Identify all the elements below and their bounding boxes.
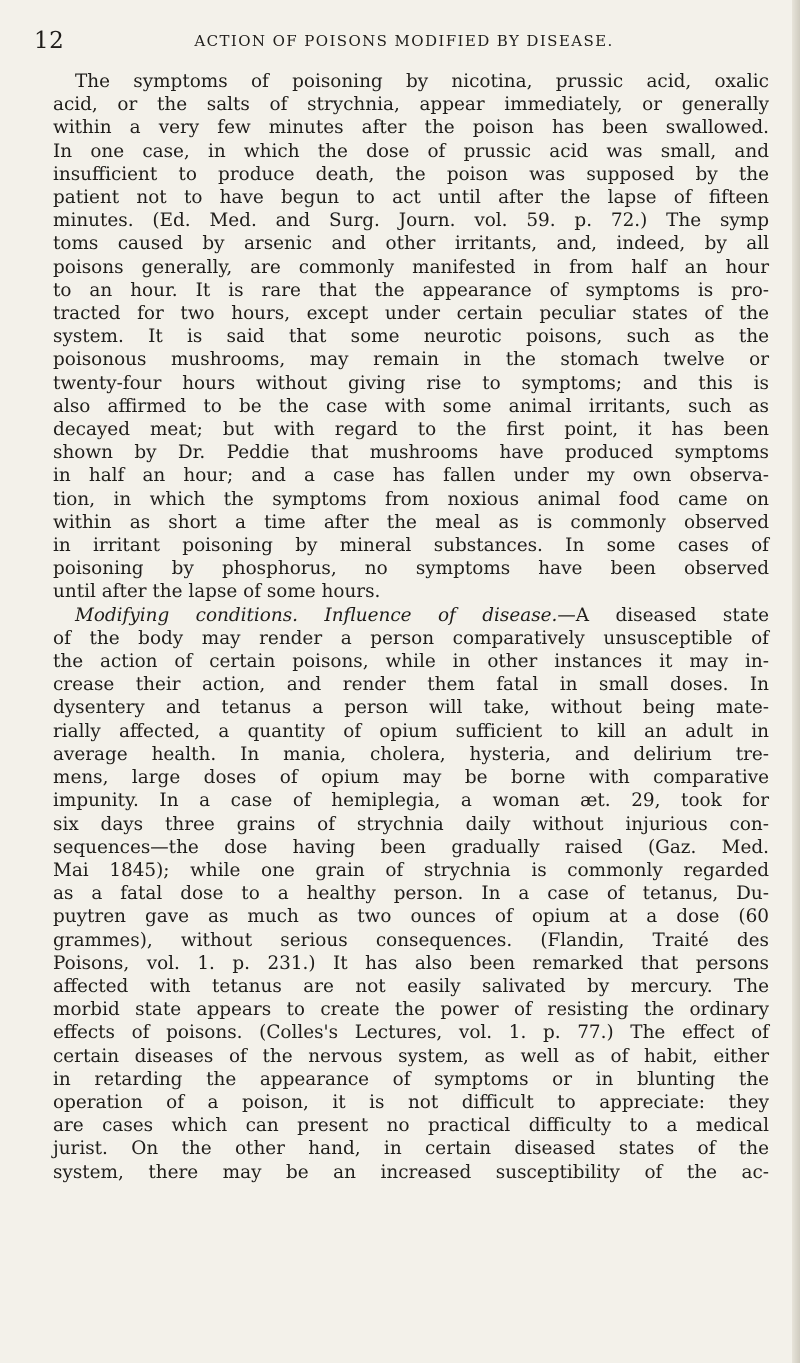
text-line: In one case, in which the dose of prussic acid was small, and — [53, 140, 769, 162]
text-line: until after the lapse of some hours. — [53, 581, 381, 603]
text-line: to an hour. It is rare that the appearance of symptoms is pro- — [53, 279, 769, 301]
text-line: also affirmed to be the case with some animal irritants, such as — [53, 395, 769, 417]
text-line: certain diseases of the nervous system, as well as of habit, either — [53, 1045, 769, 1067]
heading-continuation: —A diseased state — [557, 604, 769, 626]
text-line: insufficient to produce death, the poison was supposed by the — [53, 163, 769, 185]
text-line: rially affected, a quantity of opium sufficient to kill an adult in — [53, 720, 769, 742]
text-line: in half an hour; and a case has fallen under my own observa- — [53, 465, 769, 487]
paragraph-onset-of-symptoms — [53, 70, 769, 604]
section-heading: Modifying conditions. Influence of disease. — [75, 604, 558, 626]
text-line: twenty-four hours without giving rise to symptoms; and this is — [53, 372, 769, 394]
page-header — [34, 28, 774, 56]
text-line: system. It is said that some neurotic poisons, such as the — [53, 326, 769, 348]
text-line: poisoning by phosphorus, no symptoms have been observed — [53, 558, 769, 580]
text-line: impunity. In a case of hemiplegia, a woman æt. 29, took for — [53, 790, 769, 812]
text-line: tracted for two hours, except under certain peculiar states of the — [53, 303, 769, 325]
text-line: acid, or the salts of strychnia, appear immediately, or generally — [53, 94, 769, 116]
text-line: puytren gave as much as two ounces of opium at a dose (60 — [53, 906, 769, 928]
text-line: morbid state appears to create the power of resisting the ordinary — [53, 999, 769, 1021]
text-line: grammes), without serious consequences. (Flandin, Traité des — [53, 929, 769, 951]
text-line: sequences—the dose having been gradually raised (Gaz. Med. — [53, 836, 769, 858]
text-line: as a fatal dose to a healthy person. In a case of tetanus, Du- — [53, 883, 769, 905]
text-line: effects of poisons. (Colles's Lectures, vol. 1. p. 77.) The effect of — [53, 1022, 769, 1044]
text-line: affected with tetanus are not easily salivated by mercury. The — [53, 975, 769, 997]
text-line: poisonous mushrooms, may remain in the stomach twelve or — [53, 349, 769, 371]
running-head: ACTION OF POISONS MODIFIED BY DISEASE. — [194, 32, 614, 50]
text-line: in irritant poisoning by mineral substances. In some cases of — [53, 535, 769, 557]
text-line: jurist. On the other hand, in certain diseased states of the — [53, 1138, 769, 1160]
text-line: shown by Dr. Peddie that mushrooms have produced symptoms — [53, 442, 769, 464]
text-line: tion, in which the symptoms from noxious animal food came on — [53, 488, 769, 510]
text-line: of the body may render a person comparatively unsusceptible of — [53, 627, 769, 649]
text-line: crease their action, and render them fatal in small doses. In — [53, 674, 769, 696]
text-line: Poisons, vol. 1. p. 231.) It has also been remarked that persons — [53, 952, 769, 974]
text-line: poisons generally, are commonly manifested in from half an hour — [53, 256, 769, 278]
text-line: operation of a poison, it is not difficult to appreciate: they — [53, 1091, 769, 1113]
text-line: mens, large doses of opium may be borne with comparative — [53, 767, 769, 789]
text-line: minutes. (Ed. Med. and Surg. Journ. vol. 59. p. 72.) The symp — [53, 210, 769, 232]
text-line: The symptoms of poisoning by nicotina, prussic acid, oxalic — [75, 71, 769, 92]
text-line: patient not to have begun to act until after the lapse of fifteen — [53, 187, 769, 209]
text-line: system, there may be an increased susceptibility of the ac- — [53, 1161, 769, 1183]
text-line: are cases which can present no practical difficulty to a medical — [53, 1115, 769, 1137]
paragraph-modifying-conditions — [53, 604, 769, 1184]
text-line: the action of certain poisons, while in other instances it may in- — [53, 651, 769, 673]
text-line: within as short a time after the meal as is commonly observed — [53, 511, 769, 533]
body-text — [53, 70, 769, 1184]
text-line: decayed meat; but with regard to the first point, it has been — [53, 419, 769, 441]
text-line: in retarding the appearance of symptoms or in blunting the — [53, 1068, 769, 1090]
page-edge-shadow — [792, 0, 800, 1363]
text-line: average health. In mania, cholera, hysteria, and delirium tre- — [53, 743, 769, 765]
page-number: 12 — [34, 28, 65, 54]
text-line: Mai 1845); while one grain of strychnia is commonly regarded — [53, 859, 769, 881]
text-line: six days three grains of strychnia daily without injurious con- — [53, 813, 769, 835]
text-line: toms caused by arsenic and other irritants, and, indeed, by all — [53, 233, 769, 255]
text-line: within a very few minutes after the poison has been swallowed. — [53, 117, 769, 139]
text-line-with-heading — [53, 604, 769, 627]
text-line: dysentery and tetanus a person will take, without being mate- — [53, 697, 769, 719]
